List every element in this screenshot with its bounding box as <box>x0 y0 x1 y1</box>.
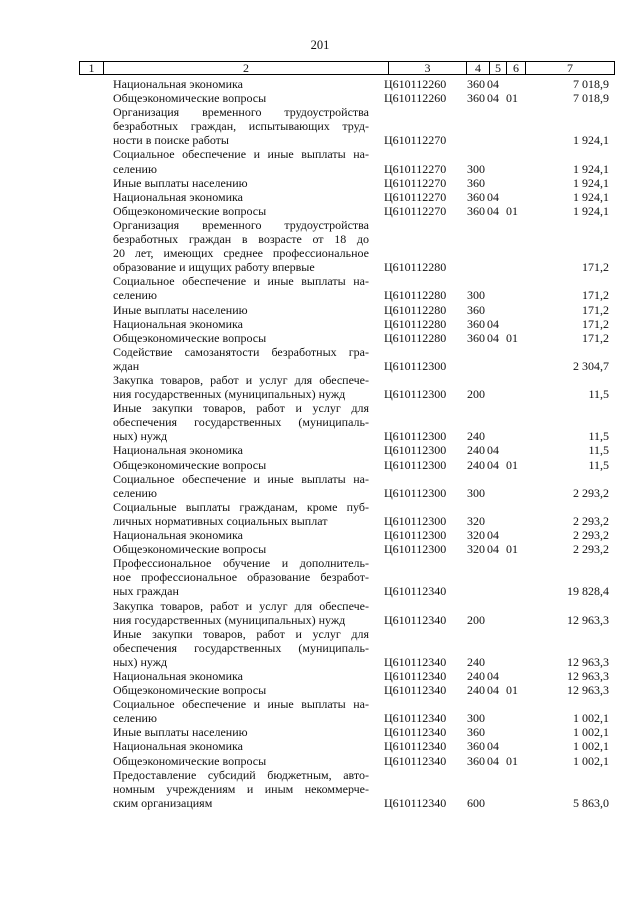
row-name-line: Национальная экономика <box>113 77 243 91</box>
row-c4: 360 <box>467 316 485 331</box>
row-name <box>113 190 369 204</box>
row-name <box>113 274 369 302</box>
row-c5: 04 <box>487 91 499 106</box>
row-name-line: образование и ищущих работу впервые <box>113 260 315 275</box>
row-name-line: Социальное обеспечение и иные выплаты на- <box>113 274 369 289</box>
row-name-line: Иные выплаты населению <box>113 302 248 317</box>
row-name-line: номным учреждениям и иным некоммерче- <box>113 781 369 796</box>
row-name-line: Предоставление субсидий бюджетным, авто- <box>113 767 369 782</box>
table-row <box>0 599 640 627</box>
row-amount: 11,5 <box>588 457 609 472</box>
row-amount: 1 002,1 <box>573 739 609 754</box>
row-c5: 04 <box>487 189 499 204</box>
row-amount: 2 293,2 <box>573 485 609 500</box>
row-code: Ц610112340 <box>384 683 447 698</box>
row-c4: 240 <box>467 443 485 458</box>
row-name-line: ния государственных (муниципальных) нужд <box>113 612 346 627</box>
row-c5: 04 <box>487 683 499 698</box>
row-name <box>113 542 369 556</box>
row-c5: 04 <box>487 203 499 218</box>
header-col-1: 1 <box>80 62 104 75</box>
row-amount: 1 924,1 <box>573 189 609 204</box>
row-name-line: ским организациям <box>113 795 213 810</box>
table-row <box>0 190 640 204</box>
row-code: Ц610112340 <box>384 584 447 599</box>
row-c4: 360 <box>467 753 485 768</box>
row-amount: 11,5 <box>588 387 609 402</box>
row-name <box>113 500 369 528</box>
row-amount: 171,2 <box>582 260 609 275</box>
row-amount: 12 963,3 <box>567 654 609 669</box>
row-amount: 5 863,0 <box>573 795 609 810</box>
row-name <box>113 317 369 331</box>
row-name-line: ных граждан <box>113 584 179 599</box>
row-name <box>113 331 369 345</box>
row-code: Ц610112300 <box>384 443 447 458</box>
row-name-line: Общеэкономические вопросы <box>113 542 267 557</box>
row-c4: 360 <box>467 175 485 190</box>
row-name <box>113 204 369 218</box>
row-name <box>113 683 369 697</box>
header-col-6: 6 <box>507 62 526 75</box>
row-name-line: Социальное обеспечение и иные выплаты на- <box>113 471 369 486</box>
row-name <box>113 754 369 768</box>
table-row <box>0 373 640 401</box>
row-code: Ц610112340 <box>384 654 447 669</box>
row-name-line: Общеэкономические вопросы <box>113 457 267 472</box>
row-c4: 240 <box>467 654 485 669</box>
table-row <box>0 401 640 443</box>
header-col-2: 2 <box>104 62 389 75</box>
header-col-5: 5 <box>490 62 507 75</box>
row-c4: 360 <box>467 189 485 204</box>
row-name-line: Национальная экономика <box>113 189 243 204</box>
row-name-line: Содействие самозанятости безработных гра- <box>113 344 369 359</box>
row-c4: 360 <box>467 91 485 106</box>
row-c5: 04 <box>487 669 499 684</box>
row-name <box>113 303 369 317</box>
table-row <box>0 77 640 91</box>
row-amount: 1 924,1 <box>573 175 609 190</box>
row-name <box>113 528 369 542</box>
row-name-line: Общеэкономические вопросы <box>113 683 267 698</box>
table-row <box>0 147 640 175</box>
row-name <box>113 458 369 472</box>
row-name <box>113 443 369 457</box>
row-name-line: безработных граждан в возрасте от 18 до <box>113 232 369 247</box>
row-name-line: Социальное обеспечение и иные выплаты на- <box>113 147 369 162</box>
table-row <box>0 317 640 331</box>
row-code: Ц610112300 <box>384 387 447 402</box>
row-code: Ц610112340 <box>384 739 447 754</box>
row-name <box>113 725 369 739</box>
row-c4: 360 <box>467 739 485 754</box>
row-code: Ц610112260 <box>384 91 447 106</box>
table-row <box>0 204 640 218</box>
row-c5: 04 <box>487 739 499 754</box>
table-row <box>0 472 640 500</box>
row-c4: 240 <box>467 669 485 684</box>
row-code: Ц610112340 <box>384 711 447 726</box>
table-header <box>79 61 615 75</box>
row-c6: 01 <box>506 457 518 472</box>
row-name-line: обеспечения государственных (муниципаль- <box>113 640 369 655</box>
row-name-line: Организация временного трудоустройства <box>113 105 369 120</box>
row-c4: 240 <box>467 683 485 698</box>
row-amount: 7 018,9 <box>573 91 609 106</box>
row-name <box>113 77 369 91</box>
row-amount: 171,2 <box>582 288 609 303</box>
header-col-4: 4 <box>467 62 490 75</box>
row-amount: 7 018,9 <box>573 77 609 91</box>
row-code: Ц610112300 <box>384 457 447 472</box>
table-row <box>0 528 640 542</box>
row-c4: 360 <box>467 330 485 345</box>
row-amount: 1 924,1 <box>573 133 609 148</box>
row-name <box>113 218 369 274</box>
row-code: Ц610112280 <box>384 260 447 275</box>
row-name-line: Профессиональное обучение и дополнитель- <box>113 556 369 571</box>
row-name-line: ния государственных (муниципальных) нужд <box>113 387 346 402</box>
row-code: Ц610112270 <box>384 133 447 148</box>
table-body <box>0 77 640 810</box>
table-row <box>0 556 640 598</box>
row-c6: 01 <box>506 91 518 106</box>
table-row <box>0 725 640 739</box>
row-name-line: Иные выплаты населению <box>113 175 248 190</box>
table-row <box>0 683 640 697</box>
table-row <box>0 669 640 683</box>
row-name-line: Социальное обеспечение и иные выплаты на- <box>113 697 369 712</box>
row-name-line: Иные выплаты населению <box>113 725 248 740</box>
row-name <box>113 697 369 725</box>
row-name-line: селению <box>113 288 157 303</box>
row-c4: 300 <box>467 711 485 726</box>
table-row <box>0 627 640 669</box>
row-amount: 1 924,1 <box>573 203 609 218</box>
row-c4: 300 <box>467 485 485 500</box>
row-name-line: селению <box>113 485 157 500</box>
row-code: Ц610112280 <box>384 288 447 303</box>
table-row <box>0 768 640 810</box>
row-c4: 240 <box>467 429 485 444</box>
row-amount: 2 293,2 <box>573 542 609 557</box>
table-row <box>0 739 640 753</box>
row-code: Ц610112340 <box>384 669 447 684</box>
table-row <box>0 176 640 190</box>
row-c4: 320 <box>467 513 485 528</box>
table-row <box>0 345 640 373</box>
row-amount: 2 293,2 <box>573 513 609 528</box>
row-c4: 360 <box>467 725 485 740</box>
row-c6: 01 <box>506 330 518 345</box>
row-amount: 12 963,3 <box>567 683 609 698</box>
row-code: Ц610112340 <box>384 725 447 740</box>
row-name-line: Закупка товаров, работ и услуг для обеспече- <box>113 373 369 387</box>
row-name-line: ное профессиональное образование безработ- <box>113 570 369 585</box>
table-row <box>0 274 640 302</box>
row-name-line: Общеэкономические вопросы <box>113 91 267 106</box>
row-c4: 360 <box>467 302 485 317</box>
row-amount: 171,2 <box>582 302 609 317</box>
row-name-line: обеспечения государственных (муниципаль- <box>113 415 369 430</box>
row-c4: 200 <box>467 612 485 627</box>
row-c4: 300 <box>467 288 485 303</box>
row-name-line: 20 лет, имеющих среднее профессиональное <box>113 246 369 261</box>
row-name-line: Национальная экономика <box>113 443 243 458</box>
table-row <box>0 458 640 472</box>
row-c5: 04 <box>487 77 499 91</box>
row-name <box>113 627 369 669</box>
row-name <box>113 669 369 683</box>
row-c5: 04 <box>487 316 499 331</box>
row-name-line: безработных граждан, испытывающих труд- <box>113 119 369 134</box>
row-c4: 360 <box>467 203 485 218</box>
row-name-line: ности в поиске работы <box>113 133 229 148</box>
row-amount: 12 963,3 <box>567 669 609 684</box>
row-code: Ц610112270 <box>384 161 447 176</box>
row-c4: 240 <box>467 457 485 472</box>
row-name-line: Общеэкономические вопросы <box>113 330 267 345</box>
row-code: Ц610112300 <box>384 542 447 557</box>
row-name-line: ных) нужд <box>113 654 168 669</box>
row-code: Ц610112270 <box>384 175 447 190</box>
row-name-line: Общеэкономические вопросы <box>113 203 267 218</box>
table-row <box>0 754 640 768</box>
row-name-line: Национальная экономика <box>113 316 243 331</box>
row-c4: 200 <box>467 387 485 402</box>
row-name <box>113 345 369 373</box>
row-c5: 04 <box>487 443 499 458</box>
row-amount: 11,5 <box>588 429 609 444</box>
table-row <box>0 697 640 725</box>
row-amount: 11,5 <box>588 443 609 458</box>
table-row <box>0 500 640 528</box>
row-amount: 171,2 <box>582 316 609 331</box>
row-code: Ц610112300 <box>384 358 447 373</box>
row-c5: 04 <box>487 542 499 557</box>
row-c4: 320 <box>467 542 485 557</box>
row-code: Ц610112340 <box>384 612 447 627</box>
row-code: Ц610112280 <box>384 316 447 331</box>
table-row <box>0 91 640 105</box>
row-amount: 2 304,7 <box>573 358 609 373</box>
row-c6: 01 <box>506 542 518 557</box>
row-name-line: Национальная экономика <box>113 669 243 684</box>
row-name-line: ных) нужд <box>113 429 168 444</box>
row-name <box>113 556 369 598</box>
row-name-line: Закупка товаров, работ и услуг для обеспече- <box>113 598 369 613</box>
row-amount: 171,2 <box>582 330 609 345</box>
table-row <box>0 105 640 147</box>
table-row <box>0 443 640 457</box>
row-code: Ц610112280 <box>384 330 447 345</box>
row-c6: 01 <box>506 753 518 768</box>
table-row <box>0 303 640 317</box>
row-name <box>113 105 369 147</box>
row-c5: 04 <box>487 753 499 768</box>
row-amount: 12 963,3 <box>567 612 609 627</box>
row-c5: 04 <box>487 330 499 345</box>
row-amount: 1 002,1 <box>573 725 609 740</box>
row-name-line: ждан <box>113 358 140 373</box>
row-amount: 2 293,2 <box>573 528 609 543</box>
row-code: Ц610112340 <box>384 753 447 768</box>
table-row <box>0 218 640 274</box>
row-code: Ц610112300 <box>384 485 447 500</box>
row-name <box>113 373 369 401</box>
row-code: Ц610112270 <box>384 189 447 204</box>
header-col-7: 7 <box>526 62 615 75</box>
row-name-line: Иные закупки товаров, работ и услуг для <box>113 401 369 416</box>
row-name-line: Социальные выплаты гражданам, кроме пуб- <box>113 499 369 514</box>
row-name-line: личных нормативных социальных выплат <box>113 513 328 528</box>
row-c5: 04 <box>487 457 499 472</box>
row-code: Ц610112300 <box>384 513 447 528</box>
row-name <box>113 739 369 753</box>
row-c6: 01 <box>506 203 518 218</box>
row-amount: 19 828,4 <box>567 584 609 599</box>
row-name-line: Организация временного трудоустройства <box>113 217 369 232</box>
row-c6: 01 <box>506 683 518 698</box>
row-c5: 04 <box>487 528 499 543</box>
row-name <box>113 91 369 105</box>
row-code: Ц610112340 <box>384 795 447 810</box>
row-name <box>113 176 369 190</box>
row-name-line: Иные закупки товаров, работ и услуг для <box>113 626 369 641</box>
row-amount: 1 002,1 <box>573 753 609 768</box>
row-name <box>113 401 369 443</box>
table-row <box>0 542 640 556</box>
header-col-3: 3 <box>389 62 467 75</box>
row-c4: 300 <box>467 161 485 176</box>
row-code: Ц610112260 <box>384 77 447 91</box>
row-code: Ц610112300 <box>384 528 447 543</box>
row-code: Ц610112270 <box>384 203 447 218</box>
row-code: Ц610112300 <box>384 429 447 444</box>
row-name-line: Национальная экономика <box>113 739 243 754</box>
row-name <box>113 147 369 175</box>
row-c4: 360 <box>467 77 485 91</box>
row-name-line: Общеэкономические вопросы <box>113 753 267 768</box>
row-name <box>113 599 369 627</box>
table-row <box>0 331 640 345</box>
row-c4: 600 <box>467 795 485 810</box>
row-name-line: селению <box>113 711 157 726</box>
row-amount: 1 002,1 <box>573 711 609 726</box>
row-code: Ц610112280 <box>384 302 447 317</box>
row-c4: 320 <box>467 528 485 543</box>
row-name-line: Национальная экономика <box>113 528 243 543</box>
row-name <box>113 768 369 810</box>
row-name <box>113 472 369 500</box>
page-number: 201 <box>310 38 330 52</box>
row-amount: 1 924,1 <box>573 161 609 176</box>
row-name-line: селению <box>113 161 157 176</box>
